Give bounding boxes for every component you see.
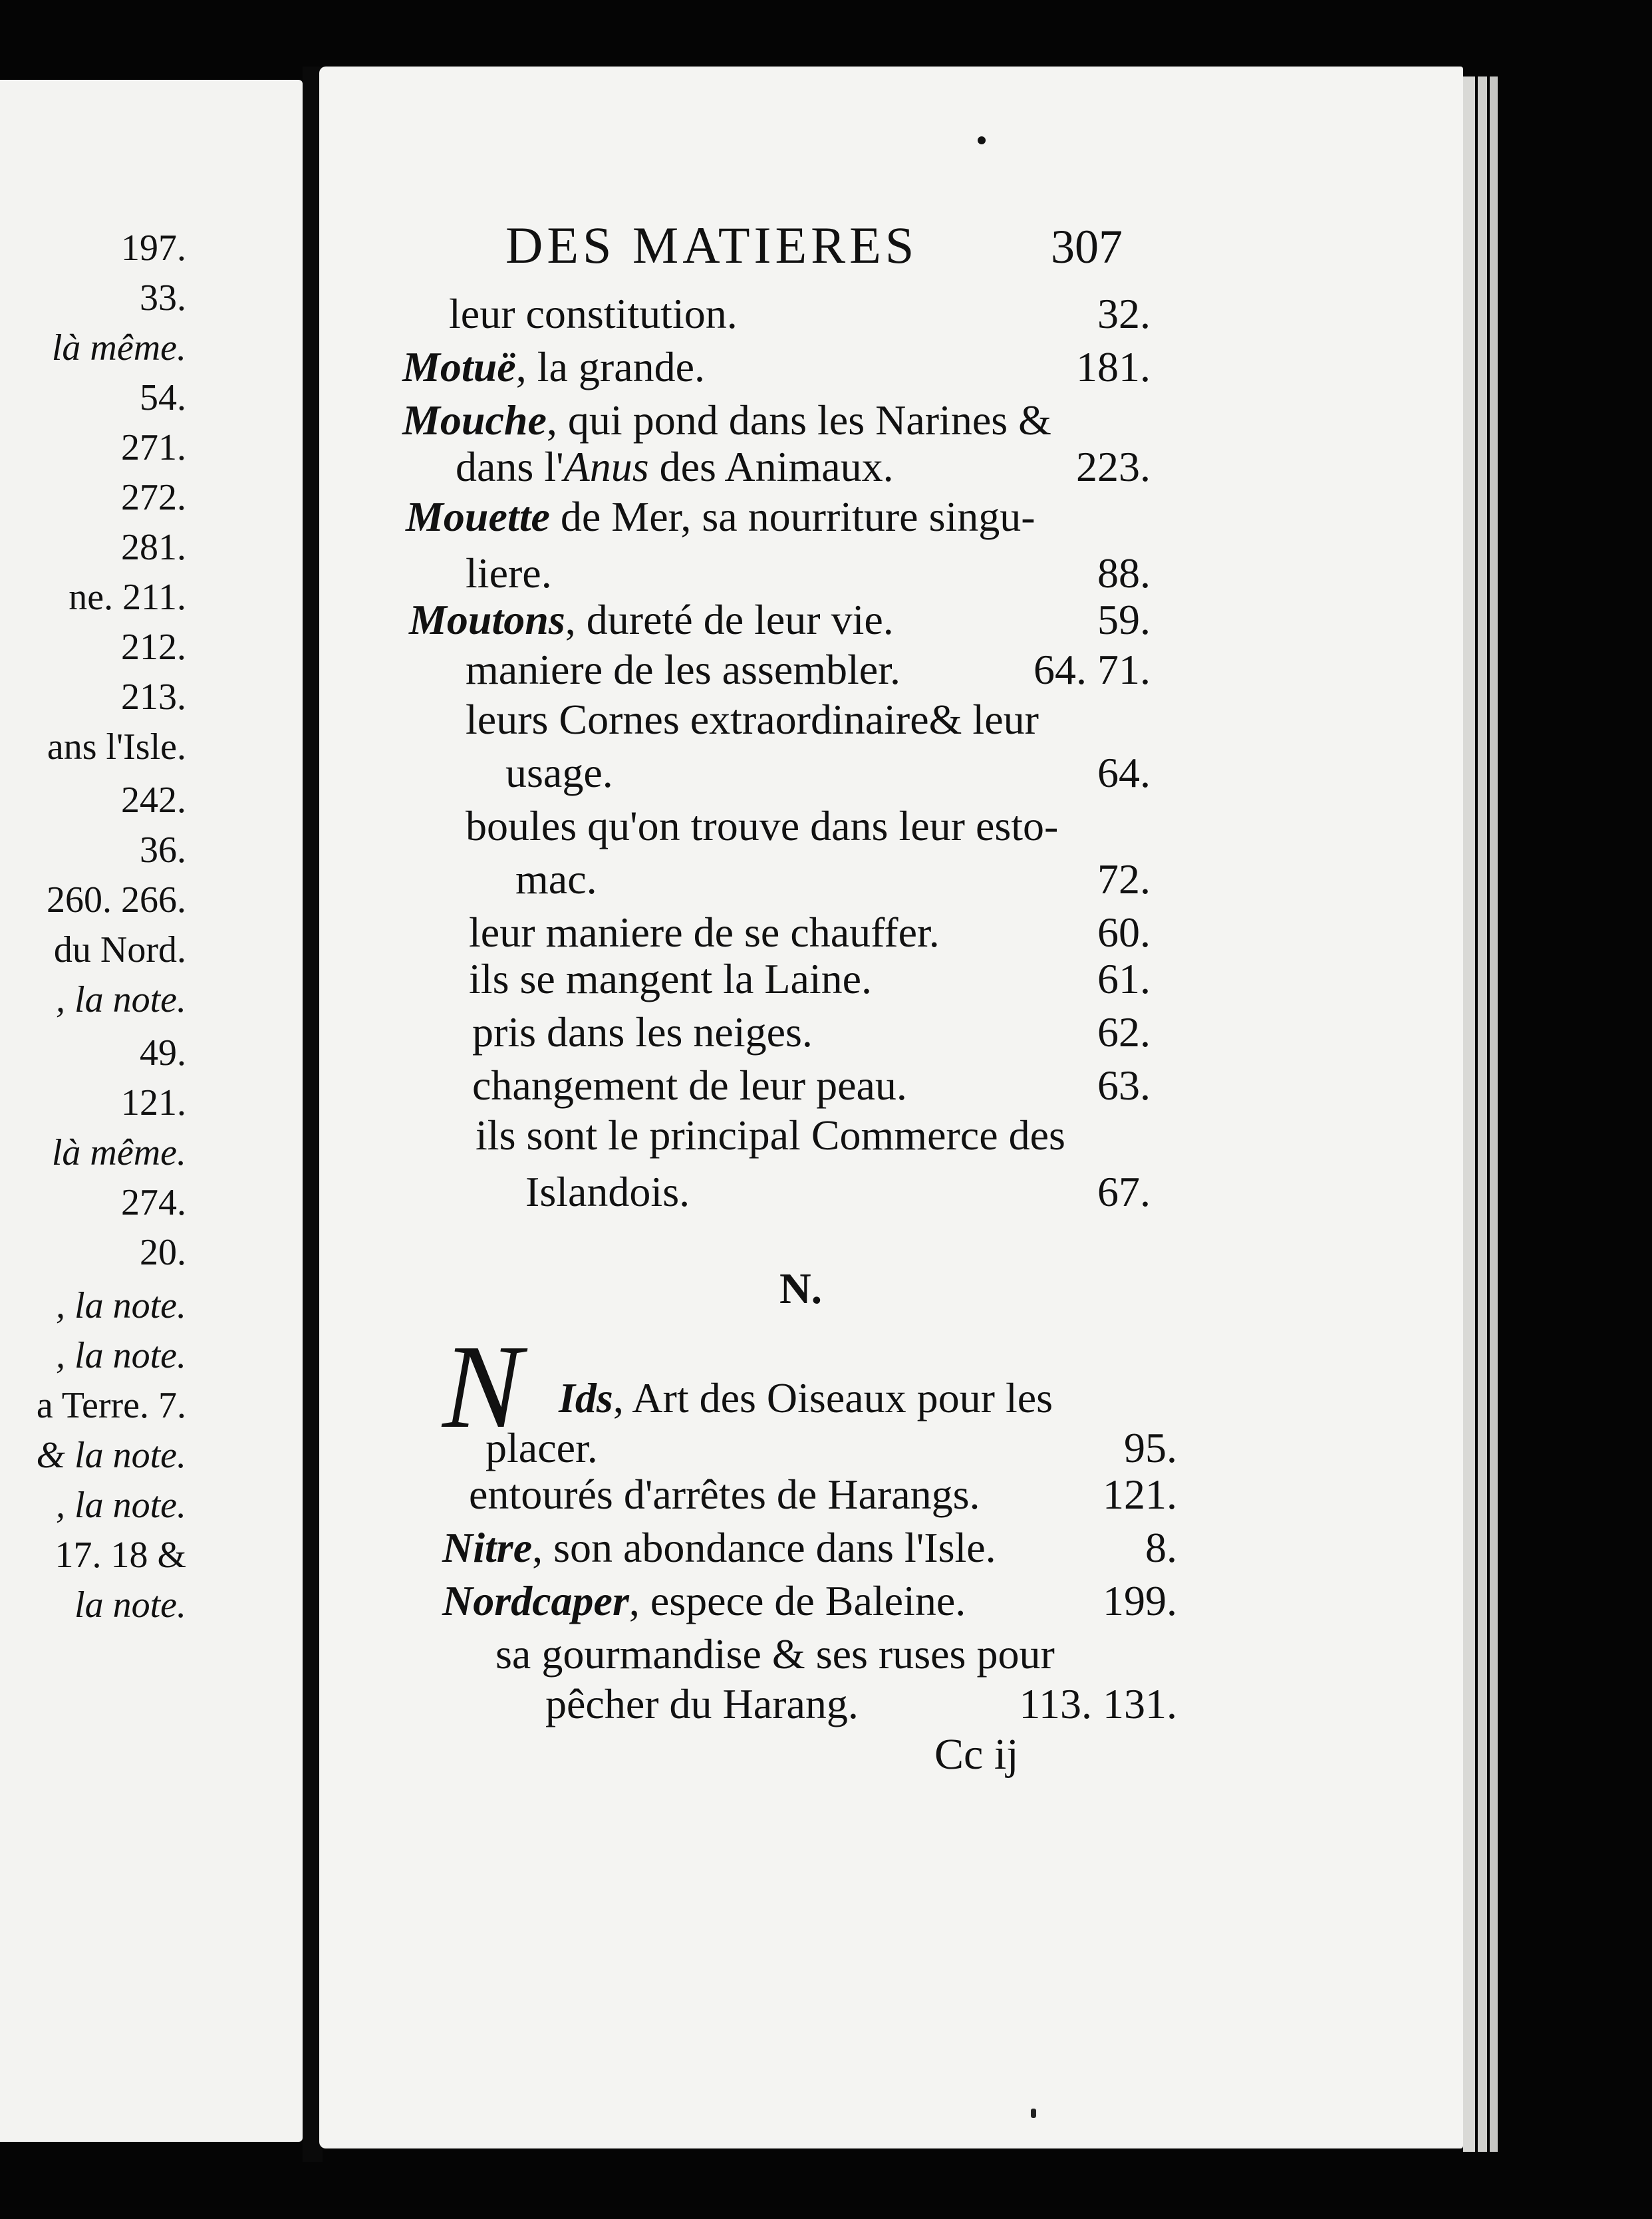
left-page-line: a Terre. 7. [36, 1385, 186, 1426]
index-entry [469, 955, 873, 1002]
running-head: DES MATIERES [505, 216, 918, 274]
left-page-line: 197. [121, 227, 186, 269]
entry-text: maniere de les assembler. [466, 646, 900, 693]
index-entry [466, 549, 552, 597]
entry-text: Islandois. [525, 1168, 690, 1215]
entry-text: ils sont le principal Commerce des [476, 1111, 1065, 1159]
left-page-line: 274. [121, 1182, 186, 1223]
entry-text: , qui pond dans les Narines & [546, 396, 1051, 444]
index-entry [466, 646, 900, 693]
index-entry [515, 855, 597, 903]
entry-page-ref: 113. 131. [1019, 1680, 1177, 1727]
entry-page-ref: 61. [1097, 955, 1151, 1002]
entry-text: sa gourmandise & ses ruses pour [495, 1630, 1055, 1678]
index-entry [456, 443, 894, 490]
signature-mark: Cc ij [934, 1730, 1019, 1779]
entry-headword: Mouche [402, 396, 547, 444]
entry-page-ref: 32. [1097, 290, 1151, 337]
left-page-line: 271. [121, 427, 186, 468]
left-page-line: du Nord. [53, 929, 186, 970]
left-page-line: , la note. [56, 1485, 186, 1526]
left-page-line: 281. [121, 527, 186, 568]
index-entry [409, 596, 894, 643]
entry-page-ref: 64. 71. [1033, 646, 1151, 693]
entry-text: leur maniere de se chauffer. [469, 909, 940, 956]
page-edge [1490, 76, 1498, 2152]
entry-text: leur constitution. [449, 290, 738, 337]
index-entry [476, 1111, 1065, 1159]
index-entry [472, 1008, 813, 1056]
index-entry [559, 1374, 1053, 1421]
index-entry [545, 1680, 859, 1727]
left-page-line: 260. 266. [47, 879, 186, 921]
entry-text: de Mer, sa nourriture singu- [549, 493, 1035, 540]
previous-page-fragment [0, 80, 303, 2142]
left-page-line: & la note. [36, 1435, 186, 1476]
left-page-line: là même. [51, 327, 186, 369]
index-entry [466, 698, 1039, 741]
entry-text: placer. [485, 1424, 598, 1471]
left-page-line: là même. [51, 1132, 186, 1173]
page-edge [1463, 76, 1475, 2152]
entry-text: pris dans les neiges. [472, 1008, 813, 1056]
left-page-line: , la note. [56, 1335, 186, 1376]
left-page-line: ans l'Isle. [47, 726, 186, 768]
left-page-line: 272. [121, 477, 186, 518]
entry-text: , son abondance dans l'Isle. [532, 1524, 996, 1571]
left-page-line: 17. 18 & [55, 1535, 186, 1576]
entry-page-ref: 181. [1076, 343, 1151, 390]
index-entry [449, 290, 738, 337]
entry-page-ref: 88. [1097, 549, 1151, 597]
entry-text: liere. [466, 549, 552, 597]
entry-text: boules qu'on trouve dans leur esto- [466, 802, 1059, 849]
index-entry [472, 1064, 907, 1107]
left-page-line: 20. [140, 1232, 186, 1273]
entry-text: pêcher du Harang. [545, 1680, 859, 1727]
entry-page-ref: 199. [1103, 1577, 1177, 1624]
page-number: 307 [1051, 220, 1123, 273]
index-entry [402, 396, 1051, 444]
entry-page-ref: 63. [1097, 1062, 1151, 1109]
left-page-line: 49. [140, 1032, 186, 1074]
entry-page-ref: 223. [1076, 443, 1151, 490]
entry-page-ref: 62. [1097, 1008, 1151, 1056]
left-page-line: ne. 211. [69, 577, 186, 618]
entry-text: , la grande. [515, 343, 705, 390]
entry-page-ref: 64. [1097, 749, 1151, 796]
entry-page-ref: 121. [1103, 1471, 1177, 1518]
index-entry [442, 1524, 996, 1571]
entry-text: des Animaux. [648, 443, 894, 490]
left-page-line: la note. [74, 1584, 186, 1626]
section-letter: N. [779, 1264, 823, 1313]
entry-headword: Moutons [409, 596, 565, 643]
index-entry [525, 1168, 690, 1215]
left-page-line: 54. [140, 377, 186, 418]
entry-text: mac. [515, 855, 597, 903]
entry-page-ref: 95. [1124, 1424, 1177, 1471]
index-entry [402, 343, 705, 390]
entry-page-ref: 72. [1097, 855, 1151, 903]
entry-page-ref: 8. [1145, 1524, 1177, 1571]
entry-headword: Nordcaper [442, 1577, 629, 1624]
entry-headword: Ids [559, 1374, 613, 1421]
index-entry [469, 911, 940, 954]
entry-text: entourés d'arrêtes de Harangs. [469, 1471, 980, 1518]
entry-text: ils se mangent la Laine. [469, 955, 873, 1002]
left-page-line: 36. [140, 829, 186, 871]
index-entry [406, 493, 1035, 540]
left-page-line: 33. [140, 277, 186, 319]
entry-italic-word: Anus [563, 443, 649, 490]
entry-headword: Motuë [402, 343, 516, 390]
entry-page-ref: 59. [1097, 596, 1151, 643]
index-entry [466, 802, 1059, 849]
index-entry [495, 1630, 1055, 1678]
index-entry [505, 749, 613, 796]
index-entry [485, 1424, 598, 1471]
entry-text: , dureté de leur vie. [565, 596, 894, 643]
drop-cap: N [442, 1320, 523, 1453]
left-page-line: 212. [121, 627, 186, 668]
left-page-line: 242. [121, 780, 186, 821]
entry-headword: Mouette [406, 493, 550, 540]
index-entry [469, 1473, 980, 1516]
entry-text: , Art des Oiseaux pour les [613, 1374, 1053, 1421]
ink-dot [978, 136, 986, 144]
index-entry [442, 1577, 966, 1624]
ink-speck [1031, 2109, 1036, 2118]
left-page-line: 213. [121, 676, 186, 718]
page-edge [1478, 76, 1487, 2152]
entry-headword: Nitre [442, 1524, 533, 1571]
entry-text: , espece de Baleine. [628, 1577, 966, 1624]
entry-text: changement de leur peau. [472, 1062, 907, 1109]
entry-page-ref: 67. [1097, 1168, 1151, 1215]
left-page-line: 121. [121, 1082, 186, 1123]
left-page-line: , la note. [56, 1285, 186, 1326]
entry-text: leurs Cornes extraordinaire& leur [466, 696, 1039, 743]
entry-text: usage. [505, 749, 613, 796]
left-page-line: , la note. [56, 979, 186, 1020]
entry-text: dans l' [456, 443, 564, 490]
entry-page-ref: 60. [1097, 909, 1151, 956]
